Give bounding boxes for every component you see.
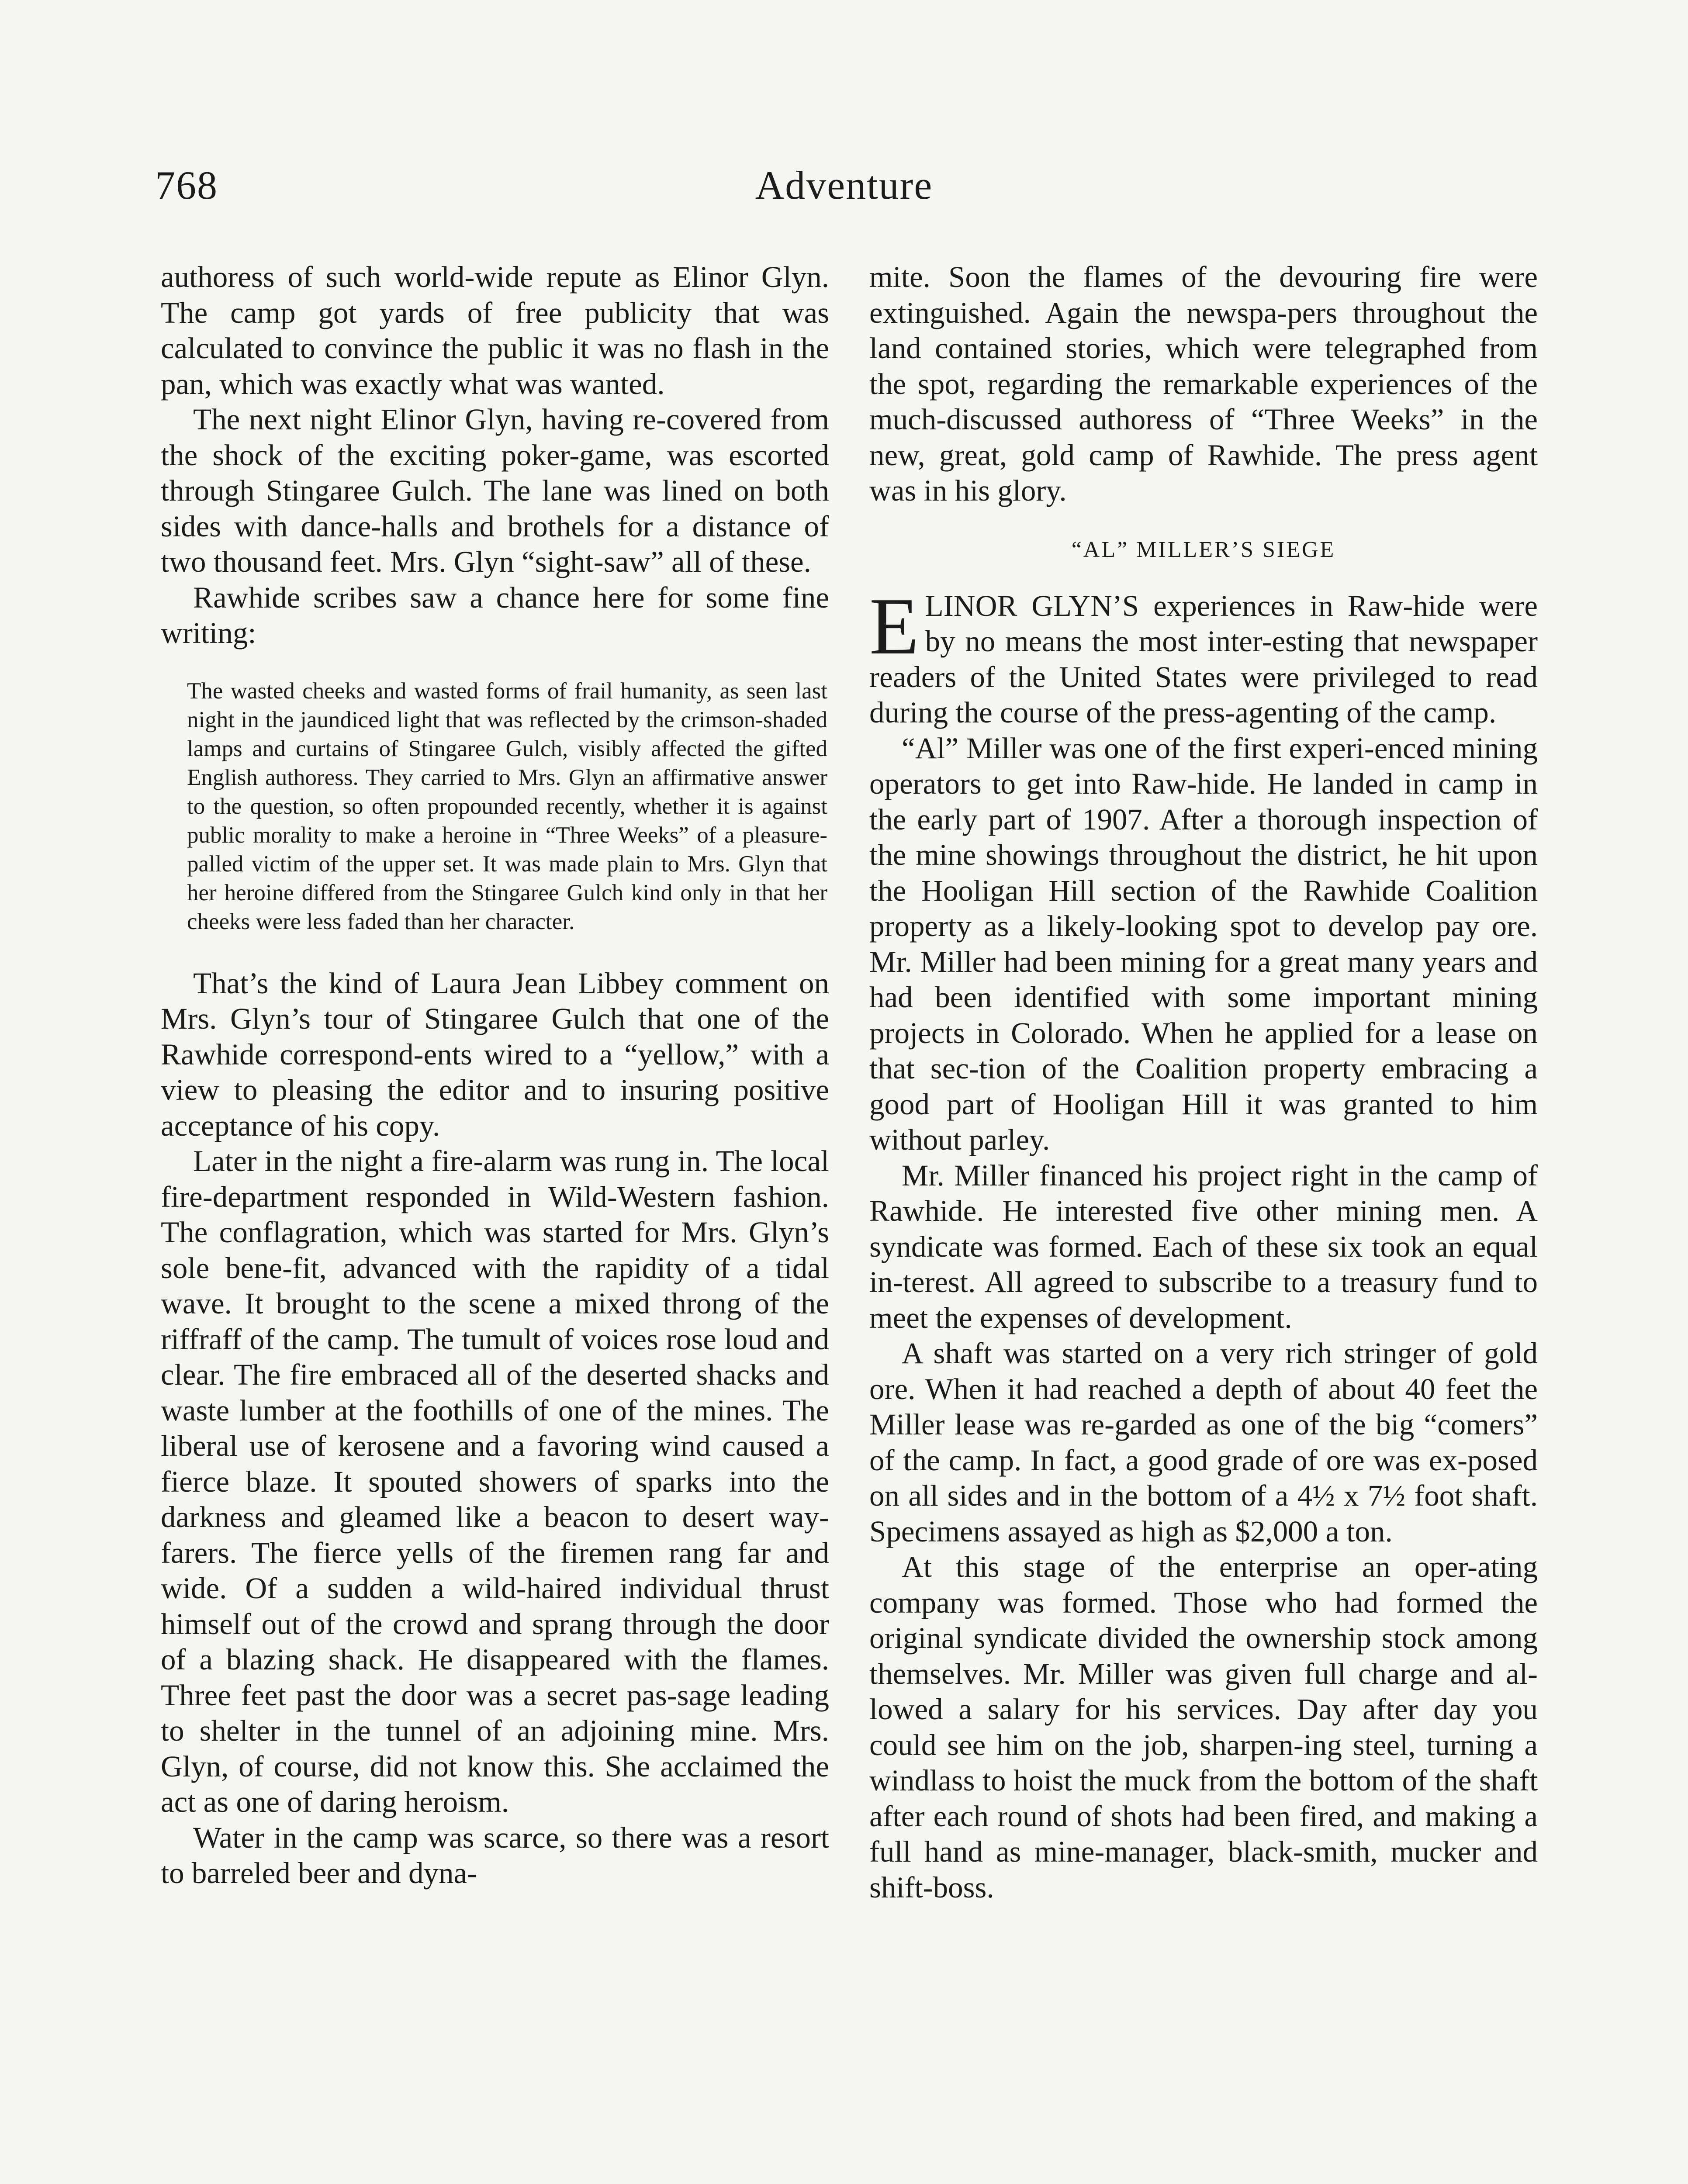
paragraph: At this stage of the enterprise an oper-ating company was formed. Those who had formed the original syndicate divided the ownership stock among themselves. Mr. Miller was given full charge and al-lowed a salary for his services. Day after day you could see him on the job, sharpen-ing steel, turning a windlass to hoist the muck from the bottom of the shaft after each round of shots had been fired, and making a full hand as mine-manager, black-smith, mucker and shift-boss. bbox=[869, 1550, 1538, 1904]
paragraph: authoress of such world-wide repute as Elinor Glyn. The camp got yards of free publicity that was calculated to convince the public it was no flash in the pan, which was exactly what was wanted. bbox=[161, 260, 829, 401]
paragraph-body: experiences in Raw-hide were by no means the most inter-esting that newspaper readers of the United States were privileged to read during the course of the press-agenting of the camp. bbox=[869, 589, 1538, 729]
paragraph: Mr. Miller financed his project right in the camp of Rawhide. He interested five other mining men. A syndicate was formed. Each of these six took an equal in-terest. All agreed to subscribe to a treasury fund to meet the expenses of development. bbox=[869, 1158, 1538, 1334]
block-quote-text: The wasted cheeks and wasted forms of frail humanity, as seen last night in the jaundiced light that was reflected by the crimson-shaded lamps and curtains of Stingaree Gulch, visibly affected the gifted English authoress. They carried to Mrs. Glyn an affirmative answer to the question, so often propounded recently, whether it is against public morality to make a heroine in “Three Weeks” of a pleasure-palled victim of the upper set. It was made plain to Mrs. Glyn that her heroine differed from the Stingaree Gulch kind only in that her cheeks were less faded than her character. bbox=[187, 678, 827, 934]
paragraph: That’s the kind of Laura Jean Libbey comment on Mrs. Glyn’s tour of Stingaree Gulch that one of the Rawhide correspond-ents wired to a “yellow,” with a view to pleasing the editor and to insuring positive acceptance of his copy. bbox=[161, 966, 829, 1142]
left-column bbox=[161, 259, 829, 1891]
dropcap-paragraph bbox=[869, 581, 1538, 731]
page-number: 768 bbox=[155, 163, 218, 207]
paragraph: Later in the night a fire-alarm was rung in. The local fire-department responded in Wild-Western fashion. The conflagration, which was started for Mrs. Glyn’s sole bene-fit, advanced with the rapidity of a tidal wave. It brought to the scene a mixed throng of the riffraff of the camp. The tumult of voices rose loud and clear. The fire embraced all of the deserted shacks and waste lumber at the foothills of one of the mines. The liberal use of kerosene and a favoring wind caused a fierce blaze. It spouted showers of sparks into the darkness and gleamed like a beacon to desert way-farers. The fierce yells of the firemen rang far and wide. Of a sudden a wild-haired individual thrust himself out of the crowd and sprang through the door of a blazing shack. He disappeared with the flames. Three feet past the door was a secret pas-sage leading to shelter in the tunnel of an adjoining mine. Mrs. Glyn, of course, did not know this. She acclaimed the act as one of daring heroism. bbox=[161, 1144, 829, 1818]
paragraph: mite. Soon the flames of the devouring fire were extinguished. Again the newspa-pers throughout the land contained stories, which were telegraphed from the spot, regarding the remarkable experiences of the much-discussed authoress of “Three Weeks” in the new, great, gold camp of Rawhide. The press agent was in his glory. bbox=[869, 260, 1538, 507]
right-column bbox=[869, 259, 1538, 1905]
paragraph: “Al” Miller was one of the first experi-enced mining operators to get into Raw-hide. He landed in camp in the early part of 1907. After a thorough inspection of the mine showings throughout the district, he hit upon the Hooligan Hill section of the Rawhide Coalition property as a likely-looking spot to develop pay ore. Mr. Miller had been mining for a great many years and had been identified with some important mining projects in Colorado. When he applied for a lease on that sec-tion of the Coalition property embracing a good part of Hooligan Hill it was granted to him without parley. bbox=[869, 731, 1538, 1156]
lead-in: LINOR GLYN’S bbox=[925, 589, 1139, 622]
block-quote bbox=[161, 677, 829, 936]
section-heading: “AL” MILLER’S SIEGE bbox=[1071, 537, 1336, 562]
paragraph: A shaft was started on a very rich stringer of gold ore. When it had reached a depth of about 40 feet the Miller lease was re-garded as one of the big “comers” of the camp. In fact, a good grade of ore was ex-posed on all sides and in the bottom of a 4½ x 7½ foot shaft. Specimens assayed as high as $2,000 a ton. bbox=[869, 1337, 1538, 1548]
paragraph: Water in the camp was scarce, so there was a resort to barreled beer and dyna- bbox=[161, 1821, 829, 1890]
running-head: Adventure bbox=[755, 163, 933, 207]
paragraph: The next night Elinor Glyn, having re-covered from the shock of the exciting poker-game, was escorted through Stingaree Gulch. The lane was lined on both sides with dance-halls and brothels for a distance of two thousand feet. Mrs. Glyn “sight-saw” all of these. bbox=[161, 403, 829, 578]
drop-cap: E bbox=[869, 581, 919, 671]
paragraph: Rawhide scribes saw a chance here for some fine writing: bbox=[161, 581, 829, 650]
